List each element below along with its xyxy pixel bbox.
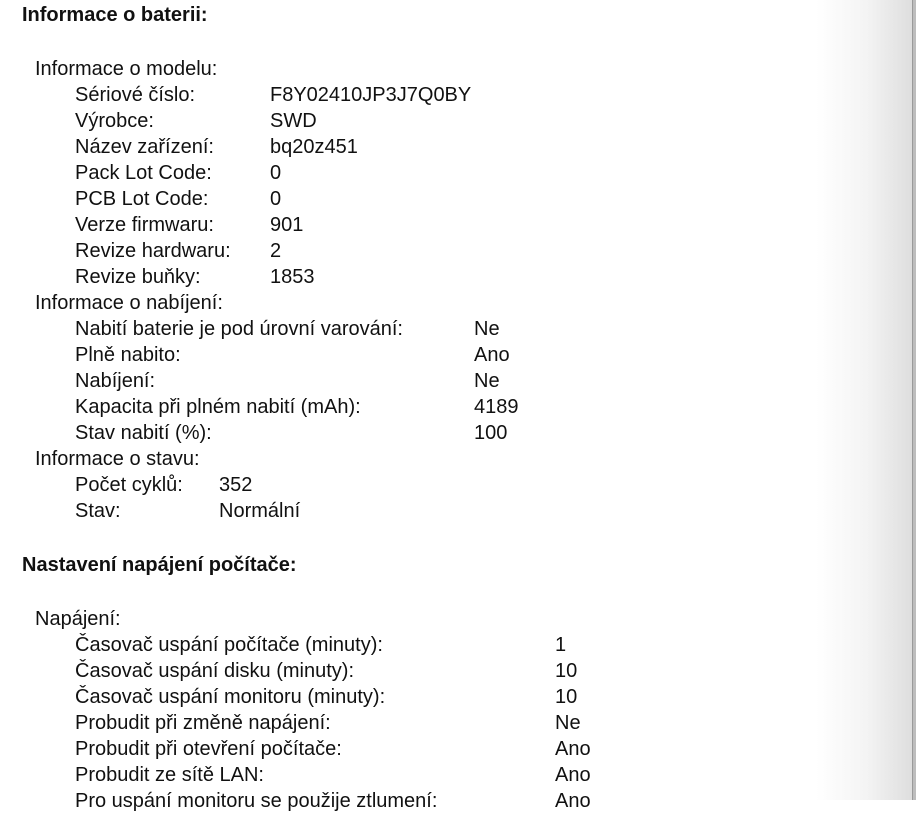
info-value: 100 bbox=[474, 422, 508, 444]
info-label: Revize hardwaru: bbox=[75, 240, 231, 262]
info-label: Nabití baterie je pod úrovní varování: bbox=[75, 318, 403, 340]
info-label: Časovač uspání monitoru (minuty): bbox=[75, 686, 386, 708]
info-value: Ano bbox=[474, 344, 510, 366]
info-label: Pack Lot Code: bbox=[75, 162, 212, 184]
info-value: Ano bbox=[555, 790, 591, 812]
info-value: 2 bbox=[270, 240, 282, 262]
battery-info-heading: Informace o baterii: bbox=[22, 4, 208, 26]
info-label: Probudit ze sítě LAN: bbox=[75, 764, 264, 786]
info-value: Ano bbox=[555, 738, 591, 760]
info-label: Plně nabito: bbox=[75, 344, 181, 366]
info-value: 1853 bbox=[270, 266, 315, 288]
info-value: F8Y02410JP3J7Q0BY bbox=[270, 84, 472, 106]
window-edge-shadow bbox=[816, 0, 916, 800]
info-label: Časovač uspání disku (minuty): bbox=[75, 660, 355, 682]
info-value: 1 bbox=[555, 634, 567, 656]
charging-info-heading: Informace o nabíjení: bbox=[35, 292, 223, 314]
info-value: Normální bbox=[219, 500, 301, 522]
info-value: 0 bbox=[270, 188, 282, 210]
model-info-heading: Informace o modelu: bbox=[35, 58, 218, 80]
info-label: Nabíjení: bbox=[75, 370, 156, 392]
info-value: Ne bbox=[474, 318, 500, 340]
info-label: Pro uspání monitoru se použije ztlumení: bbox=[75, 790, 438, 812]
info-value: Ne bbox=[474, 370, 500, 392]
info-label: Probudit při změně napájení: bbox=[75, 712, 331, 734]
power-heading: Napájení: bbox=[35, 608, 121, 630]
info-label: Počet cyklů: bbox=[75, 474, 183, 496]
info-label: Kapacita při plném nabití (mAh): bbox=[75, 396, 361, 418]
info-value: bq20z451 bbox=[270, 136, 358, 158]
info-label: Probudit při otevření počítače: bbox=[75, 738, 342, 760]
info-label: Stav nabití (%): bbox=[75, 422, 212, 444]
info-label: Revize buňky: bbox=[75, 266, 201, 288]
power-settings-heading: Nastavení napájení počítače: bbox=[22, 554, 297, 576]
info-label: Verze firmwaru: bbox=[75, 214, 214, 236]
info-value: 352 bbox=[219, 474, 253, 496]
info-label: Časovač uspání počítače (minuty): bbox=[75, 634, 383, 656]
info-value: 4189 bbox=[474, 396, 519, 418]
info-label: Výrobce: bbox=[75, 110, 154, 132]
info-value: 901 bbox=[270, 214, 304, 236]
info-value: SWD bbox=[270, 110, 317, 132]
info-value: 10 bbox=[555, 686, 578, 708]
info-value: Ano bbox=[555, 764, 591, 786]
info-value: 10 bbox=[555, 660, 578, 682]
info-label: Stav: bbox=[75, 500, 121, 522]
window-border bbox=[912, 0, 916, 800]
info-value: 0 bbox=[270, 162, 282, 184]
info-label: PCB Lot Code: bbox=[75, 188, 209, 210]
info-label: Název zařízení: bbox=[75, 136, 214, 158]
health-info-heading: Informace o stavu: bbox=[35, 448, 200, 470]
info-value: Ne bbox=[555, 712, 581, 734]
info-label: Sériové číslo: bbox=[75, 84, 196, 106]
